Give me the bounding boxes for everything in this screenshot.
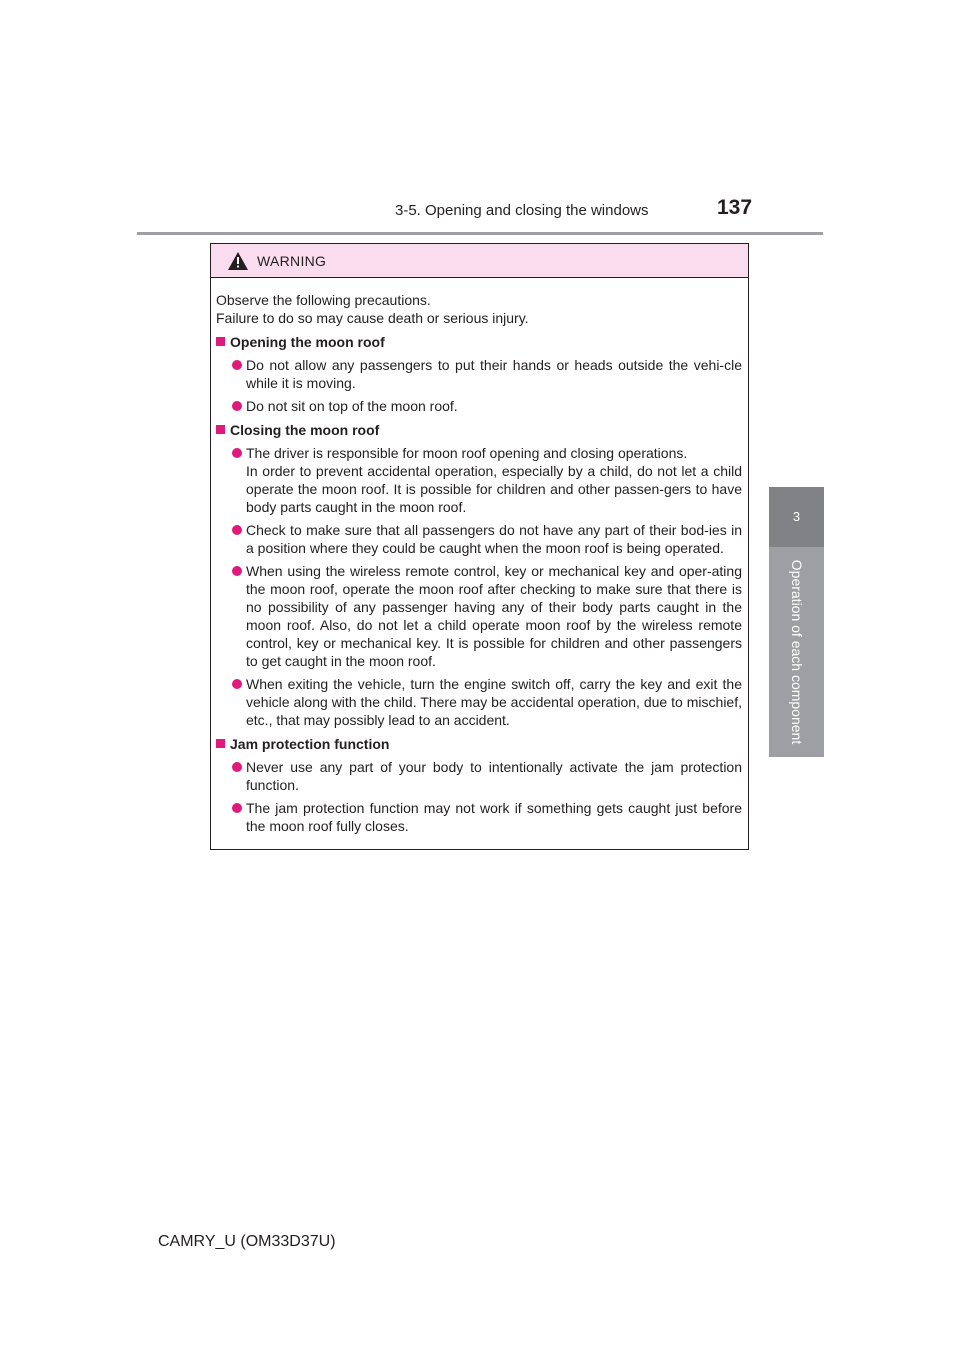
warning-bullet-text: When exiting the vehicle, turn the engine switch off, carry the key and exit the vehicle along with the child. There may be accidental operation, due to mischief, etc., that may possibly lead to an accident. — [246, 676, 742, 728]
square-bullet-icon — [216, 425, 225, 434]
warning-section-heading — [216, 421, 742, 439]
warning-bullet-text: Check to make sure that all passengers do not have any part of their bod-ies in a position where they could be caught when the moon roof is being operated. — [246, 522, 742, 556]
chapter-title-wrap — [785, 554, 809, 750]
warning-section-heading-text: Opening the moon roof — [230, 334, 385, 350]
warning-bullet-text: Do not allow any passengers to put their hands or heads outside the vehi-cle while it is moving. — [246, 357, 742, 391]
circle-bullet-icon — [232, 448, 242, 458]
warning-section-heading — [216, 333, 742, 351]
warning-header — [211, 244, 748, 278]
warning-intro-line: Observe the following precautions. — [216, 292, 431, 308]
warning-body — [211, 278, 748, 835]
square-bullet-icon — [216, 337, 225, 346]
circle-bullet-icon — [232, 566, 242, 576]
warning-bullet-text: Never use any part of your body to intentionally activate the jam protection function. — [246, 759, 742, 793]
chapter-title: Operation of each component — [789, 559, 805, 745]
warning-bullet-item — [216, 397, 742, 415]
warning-section-heading — [216, 735, 742, 753]
page-header-section: 3-5. Opening and closing the windows — [395, 202, 649, 219]
circle-bullet-icon — [232, 360, 242, 370]
page-number: 137 — [717, 196, 753, 219]
warning-bullet-item — [216, 562, 742, 670]
square-bullet-icon — [216, 739, 225, 748]
warning-bullet-item — [216, 521, 742, 557]
warning-intro-line: Failure to do so may cause death or serious injury. — [216, 310, 529, 326]
warning-bullet-text: In order to prevent accidental operation, especially by a child, do not let a child operate the moon roof. It is possible for children and other passen-gers to have body parts caught in the moon roof. — [246, 463, 742, 515]
circle-bullet-icon — [232, 525, 242, 535]
warning-section-heading-text: Jam protection function — [230, 736, 390, 752]
chapter-tab — [769, 487, 824, 547]
warning-bullet-text: Do not sit on top of the moon roof. — [246, 398, 458, 414]
header-rule — [137, 232, 823, 235]
footer-model: CAMRY_U (OM33D37U) — [158, 1233, 336, 1250]
warning-box — [210, 243, 749, 850]
circle-bullet-icon — [232, 762, 242, 772]
warning-section-heading-text: Closing the moon roof — [230, 422, 380, 438]
warning-bullet-item — [216, 799, 742, 835]
warning-bullet-text: The jam protection function may not work if something gets caught just before the moon roof fully closes. — [246, 800, 742, 834]
circle-bullet-icon — [232, 803, 242, 813]
warning-triangle-icon — [228, 252, 248, 270]
circle-bullet-icon — [232, 401, 242, 411]
circle-bullet-icon — [232, 679, 242, 689]
warning-bullet-item — [216, 758, 742, 794]
warning-bullet-text: The driver is responsible for moon roof opening and closing operations. — [246, 445, 688, 461]
warning-bullet-item — [216, 444, 742, 516]
warning-bullet-item — [216, 675, 742, 729]
chapter-number: 3 — [792, 509, 801, 524]
warning-bullet-item — [216, 356, 742, 392]
warning-bullet-text: When using the wireless remote control, key or mechanical key and oper-ating the moon roof, operate the moon roof after checking to make sure that there is no possibility of any passenger having any of their body parts caught in the moon roof. Also, do not let a child operate moon roof by the wireless remote control, key or mechanical key. It is possible for children and other passengers to get caught in the moon roof. — [246, 563, 742, 669]
warning-title: WARNING — [257, 253, 327, 269]
